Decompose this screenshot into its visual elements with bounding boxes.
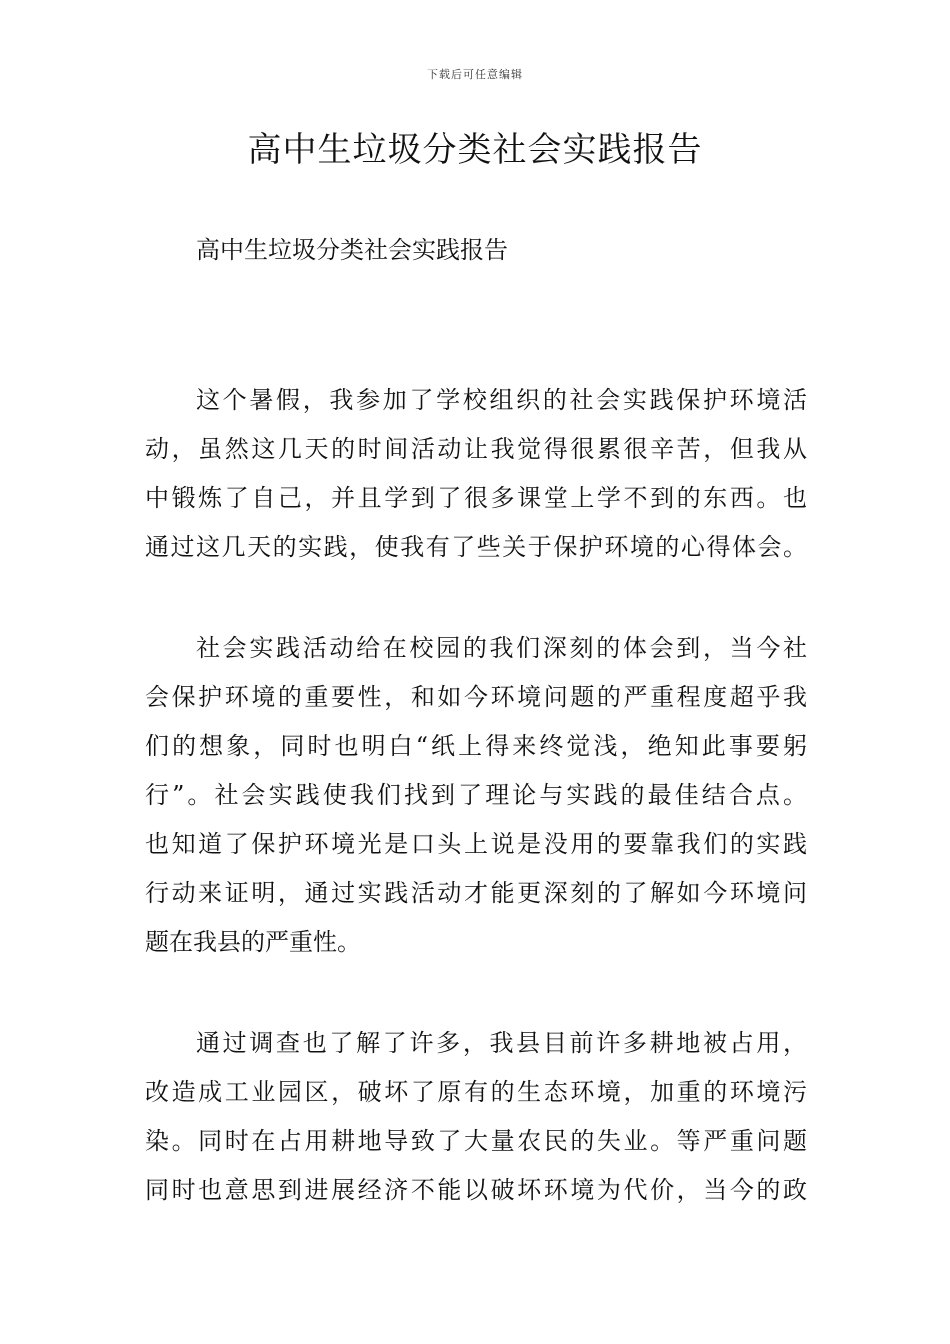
paragraph-3-line-4: 同时也意思到进展经济不能以破坏环境为代价，当今的政 <box>145 1176 807 1204</box>
paragraph-2-line-2: 会保护环境的重要性，和如今环境问题的严重程度超乎我 <box>145 683 807 711</box>
document-subtitle: 高中生垃圾分类社会实践报告 <box>196 236 508 264</box>
paragraph-3-line-1: 通过调查也了解了许多，我县目前许多耕地被占用， <box>196 1029 807 1057</box>
paragraph-2-line-1: 社会实践活动给在校园的我们深刻的体会到，当今社 <box>196 634 807 662</box>
paragraph-2-line-3: 们的想象，同时也明白“纸上得来终觉浅，绝知此事要躬 <box>145 732 807 760</box>
paragraph-2-line-6: 行动来证明，通过实践活动才能更深刻的了解如今环境问 <box>145 879 807 907</box>
document-title: 高中生垃圾分类社会实践报告 <box>247 130 703 170</box>
paragraph-3-line-3: 染。同时在占用耕地导致了大量农民的失业。等严重问题 <box>145 1127 807 1155</box>
paragraph-1-line-3: 中锻炼了自己，并且学到了很多课堂上学不到的东西。也 <box>145 484 807 512</box>
paragraph-1-line-2: 动，虽然这几天的时间活动让我觉得很累很辛苦，但我从 <box>145 435 807 463</box>
paragraph-2-line-7: 题在我县的严重性。 <box>145 928 361 956</box>
paragraph-1-line-1: 这个暑假，我参加了学校组织的社会实践保护环境活 <box>196 386 807 414</box>
paragraph-2-line-5: 也知道了保护环境光是口头上说是没用的要靠我们的实践 <box>145 830 807 858</box>
paragraph-3-line-2: 改造成工业园区，破坏了原有的生态环境，加重的环境污 <box>145 1078 807 1106</box>
header-note: 下载后可任意编辑 <box>427 68 523 81</box>
paragraph-1-line-4: 通过这几天的实践，使我有了些关于保护环境的心得体会。 <box>145 533 807 561</box>
paragraph-2-line-4: 行”。社会实践使我们找到了理论与实践的最佳结合点。 <box>145 781 807 809</box>
